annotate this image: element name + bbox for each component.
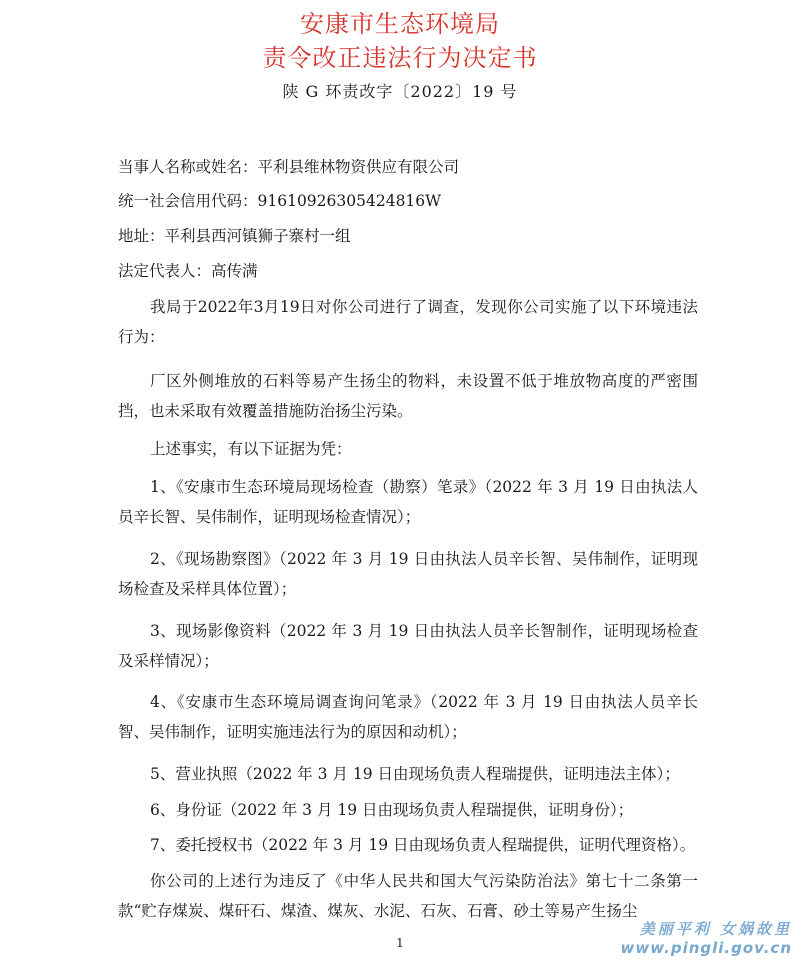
legal-representative: 法定代表人：高传满 bbox=[118, 262, 258, 280]
watermark-slogan: 美丽平利 女娲故里 bbox=[639, 920, 792, 938]
evidence-item-2: 2、《现场勘察图》（2022 年 3 月 19 日由执法人员辛长智、吴伟制作，证明现场检查及采样具体位置）； bbox=[118, 550, 698, 598]
evidence-item-4: 4、《安康市生态环境局调查询问笔录》（2022 年 3 月 19 日由执法人员辛长智、吴伟制作，证明实施违法行为的原因和动机）； bbox=[118, 693, 698, 741]
document-title-line2: 责令改正违法行为决定书 bbox=[262, 44, 538, 72]
paragraph-violation: 厂区外侧堆放的石料等易产生扬尘的物料，未设置不低于堆放物高度的严密围挡，也未采取有效覆盖措施防治扬尘污染。 bbox=[118, 372, 698, 420]
evidence-item-3: 3、现场影像资料（2022 年 3 月 19 日由执法人员辛长智制作，证明现场检查及采样情况）； bbox=[118, 622, 698, 670]
page-number: 1 bbox=[396, 936, 404, 950]
paragraph-evidence-intro: 上述事实，有以下证据为凭： bbox=[150, 440, 352, 458]
party-name: 当事人名称或姓名：平利县维林物资供应有限公司 bbox=[118, 158, 460, 176]
site-watermark bbox=[621, 918, 792, 957]
watermark-url: www.pingli.gov.cn bbox=[620, 939, 792, 957]
evidence-item-6: 6、身份证（2022 年 3 月 19 日由现场负责人程瑞提供，证明身份）； bbox=[150, 801, 634, 819]
party-address: 地址：平利县西河镇狮子寨村一组 bbox=[118, 227, 351, 245]
evidence-item-7: 7、委托授权书（2022 年 3 月 19 日由现场负责人程瑞提供，证明代理资格）。 bbox=[150, 836, 696, 854]
evidence-item-1: 1、《安康市生态环境局现场检查（勘察）笔录》（2022 年 3 月 19 日由执法人员辛长智、吴伟制作，证明现场检查情况）； bbox=[118, 478, 698, 526]
document-number: 陕 G 环责改字〔2022〕19 号 bbox=[282, 82, 518, 101]
document-title-line1: 安康市生态环境局 bbox=[300, 10, 500, 38]
paragraph-investigation: 我局于2022年3月19日对你公司进行了调查，发现你公司实施了以下环境违法行为： bbox=[118, 298, 698, 346]
evidence-item-5: 5、营业执照（2022 年 3 月 19 日由现场负责人程瑞提供，证明违法主体）； bbox=[150, 765, 680, 783]
paragraph-legal-basis: 你公司的上述行为违反了《中华人民共和国大气污染防治法》第七十二条第一款“贮存煤炭、煤矸石、煤渣、煤灰、水泥、石灰、石膏、砂土等易产生扬尘 bbox=[118, 872, 698, 920]
credit-code: 统一社会信用代码：91610926305424816W bbox=[118, 192, 442, 210]
